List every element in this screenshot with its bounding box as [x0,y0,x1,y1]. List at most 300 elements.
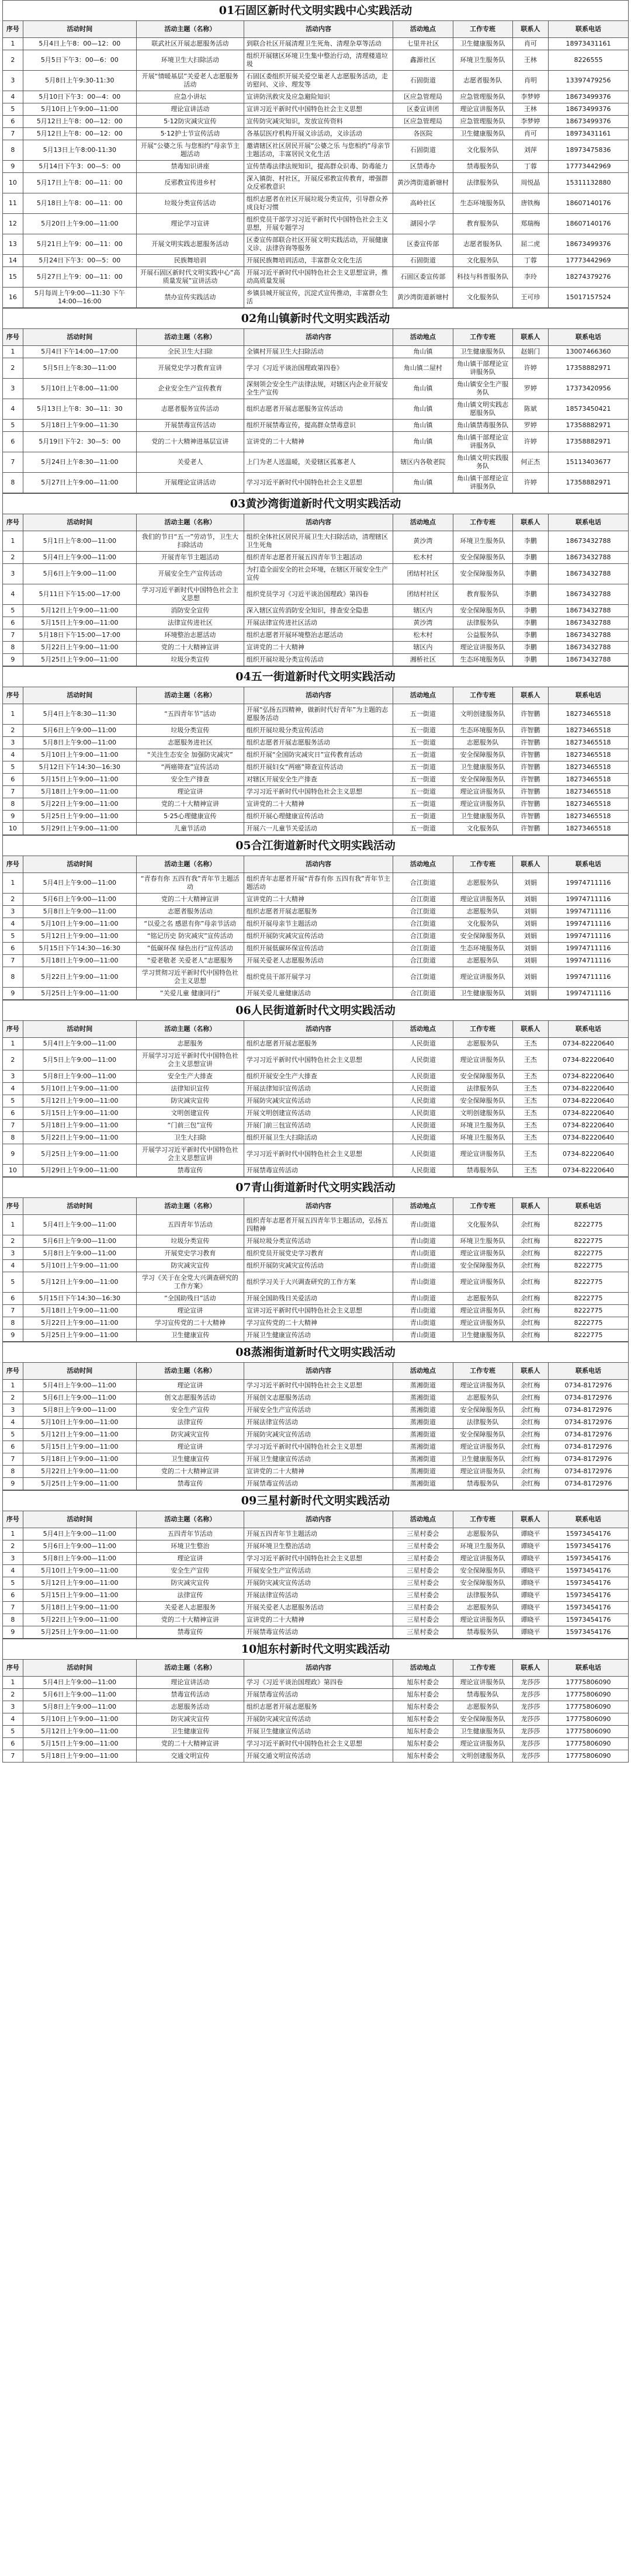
contact-person: 刘娟 [512,918,548,930]
activity-location: 青山街道 [393,1260,453,1272]
column-header: 活动内容 [244,1021,393,1038]
activity-time: 5月4日上午9:00—11:00 [23,873,136,894]
row-number: 7 [3,955,23,967]
activity-table [2,328,629,493]
row-number: 7 [3,1602,23,1614]
activity-section [2,1000,629,1177]
activity-location: 石固街道 [393,71,453,91]
activity-location: 蒸湘街道 [393,1392,453,1404]
table-row [3,234,629,255]
contact-person: 谭晓平 [512,1553,548,1565]
activity-time: 5月8日上午9:00—11:00 [23,1553,136,1565]
contact-person: 李鹏 [512,605,548,617]
activity-time: 5月19日下午2：30—5：00 [23,432,136,452]
row-number: 8 [3,1132,23,1144]
activity-time: 5月12日上午8：00—12：00 [23,116,136,128]
activity-location: 青山街道 [393,1293,453,1305]
contact-person: 余红梅 [512,1392,548,1404]
contact-person: 罗婷 [512,379,548,399]
activity-time: 5月8日上午9:00—11:00 [23,1248,136,1260]
row-number: 6 [3,617,23,629]
work-team: 志愿者服务队 [453,234,512,255]
column-header: 工作专班 [453,1511,512,1528]
column-header: 序号 [3,1660,23,1677]
row-number: 4 [3,749,23,761]
activity-table [2,687,629,835]
activity-theme: 法律知识宣传 [136,1083,244,1095]
work-team: 卫生健康服务队 [453,128,512,140]
activity-theme: 法律宣传 [136,1417,244,1429]
contact-phone: 19974711116 [549,943,629,955]
contact-phone: 18673499376 [549,234,629,255]
row-number: 1 [3,346,23,358]
activity-theme: 防灾减灾宣传 [136,1577,244,1590]
table-row [3,823,629,835]
activity-location: 区禁毒办 [393,161,453,173]
activity-location: 蒸湘街道 [393,1466,453,1478]
contact-phone: 17358882971 [549,432,629,452]
column-header: 活动主题（名称） [136,1363,244,1380]
table-row [3,1038,629,1050]
contact-phone: 17773442969 [549,255,629,267]
activity-content: 组织开展垃圾分类宣传活动 [244,725,393,737]
table-header-row [3,687,629,704]
table-header-row [3,21,629,38]
activity-content: 为打造全面安全的社会环境，在辖区开展安全生产宣传 [244,564,393,584]
work-team: 卫生健康服务队 [453,38,512,50]
activity-time: 5月18日上午9:00—11:00 [23,1602,136,1614]
activity-time: 5月18日上午8：00—11：00 [23,193,136,214]
table-row [3,346,629,358]
activity-theme: “爱老敬老 关爱老人”志愿服务 [136,955,244,967]
activity-time: 5月12日上午8：00—12：00 [23,128,136,140]
contact-person: 李鹏 [512,584,548,605]
activity-theme: 志愿者服务活动 [136,906,244,918]
column-header: 联系人 [512,856,548,873]
work-team: 理论宣讲服务队 [453,1614,512,1626]
contact-person: 刘娟 [512,967,548,988]
activity-location: 角山镇 [393,399,453,420]
activity-theme: 党的二十大精神宣讲 [136,1466,244,1478]
work-team: 理论宣讲服务队 [453,1553,512,1565]
table-row [3,1392,629,1404]
contact-person: 肖明 [512,71,548,91]
activity-theme: 开展理论宣讲活动 [136,473,244,493]
table-row [3,173,629,193]
table-row [3,116,629,128]
activity-theme: 开展党史学习教育 [136,1248,244,1260]
activity-content: 学习习近平新时代中国特色社会主义思想 [244,1553,393,1565]
table-row [3,552,629,564]
table-row [3,967,629,988]
contact-person: 谭晓平 [512,1528,548,1540]
work-team: 志愿服务队 [453,873,512,894]
activity-content: 开展文明创建宣传活动 [244,1107,393,1120]
activity-location: 五一街道 [393,823,453,835]
activity-time: 5月5日上午9:00—11:00 [23,1050,136,1071]
table-row [3,1248,629,1260]
row-number: 2 [3,1689,23,1701]
table-row [3,420,629,432]
contact-person: 刘娟 [512,906,548,918]
contact-phone: 18973431161 [549,128,629,140]
table-row [3,704,629,725]
activity-theme: 开展青年节主题活动 [136,552,244,564]
column-header: 序号 [3,1021,23,1038]
row-number: 8 [3,140,23,161]
activity-content: 组织开展“全国防灾减灾日”宣传教育活动 [244,749,393,761]
activity-theme: 理论宣讲 [136,1553,244,1565]
activity-location: 青山街道 [393,1317,453,1329]
work-team: 安全保障服务队 [453,605,512,617]
column-header: 活动时间 [23,1511,136,1528]
activity-time: 5月15日上午9:00—11:00 [23,617,136,629]
activity-theme: 防灾减灾宣传 [136,1260,244,1272]
activity-content: 组织青年志愿者开展“青春有你 五四有我”青年节主题活动 [244,873,393,894]
contact-phone: 18273465518 [549,786,629,798]
activity-theme: 安全生产大排查 [136,1071,244,1083]
activity-content: 宣讲党的二十大精神 [244,1614,393,1626]
activity-location: 三星村委会 [393,1577,453,1590]
activity-time: 5月18日上午9:00—11:00 [23,955,136,967]
activity-time: 5月6日上午9:00—11:00 [23,1235,136,1248]
activity-theme: 开展石固区新时代文明实践中心“高质量发展”宣讲活动 [136,267,244,288]
table-row [3,1132,629,1144]
column-header: 联系人 [512,1198,548,1215]
table-row [3,1165,629,1177]
activity-time: 5月25日上午9:00—11:00 [23,1329,136,1342]
row-number: 8 [3,1317,23,1329]
section-title: 04五一街道新时代文明实践活动 [2,666,629,687]
activity-theme: 党的二十大精神宣讲 [136,1738,244,1750]
contact-phone: 15973454176 [549,1577,629,1590]
column-header: 活动主题（名称） [136,856,244,873]
activity-theme: 五四青年节活动 [136,1215,244,1235]
work-team: 角山镇禁毒服务队 [453,420,512,432]
work-team: 理论宣讲服务队 [453,1466,512,1478]
contact-person: 肖可 [512,38,548,50]
contact-phone: 8226555 [549,50,629,71]
contact-person: 王杰 [512,1038,548,1050]
activity-content: 学习宣传党的二十大精神 [244,1317,393,1329]
table-row [3,1429,629,1441]
contact-phone: 15973454176 [549,1614,629,1626]
table-row [3,761,629,774]
activity-content: 组织党员干部开展学习 [244,967,393,988]
contact-phone: 18673432788 [549,642,629,654]
row-number: 10 [3,1165,23,1177]
column-header: 联系人 [512,329,548,346]
activity-theme: 法律宣传进社区 [136,617,244,629]
activity-theme: 环境卫生大扫除活动 [136,50,244,71]
activity-time: 5月10日上午9:00—11:00 [23,103,136,116]
column-header: 联系电话 [549,329,629,346]
activity-content: 开展交通文明宣传活动 [244,1750,393,1763]
contact-phone: 0734-8172976 [549,1392,629,1404]
activity-location: 合江街道 [393,930,453,943]
activity-time: 5月22日上午9:00—11:00 [23,1317,136,1329]
table-row [3,71,629,91]
table-row [3,1095,629,1107]
activity-location: 五一街道 [393,761,453,774]
row-number: 2 [3,552,23,564]
activity-location: 区应急管理局 [393,116,453,128]
activity-content: 组织志愿者开展志愿服务 [244,1038,393,1050]
activity-theme: 儿童节活动 [136,823,244,835]
table-row [3,1050,629,1071]
table-row [3,1293,629,1305]
row-number: 14 [3,255,23,267]
work-team: 文明创建服务队 [453,1107,512,1120]
activity-theme: 五四青年节活动 [136,1528,244,1540]
activity-theme: 5·12护士节宣传活动 [136,128,244,140]
activity-content: 开展禁毒宣传活动 [244,1689,393,1701]
activity-content: 宣讲党的二十大精神 [244,1466,393,1478]
contact-person: 许婷 [512,432,548,452]
activity-time: 5月14日下午3：00—5：00 [23,161,136,173]
contact-person: 余红梅 [512,1417,548,1429]
contact-person: 李鹏 [512,654,548,666]
activity-time: 5月5日下午3：00—6：00 [23,50,136,71]
activity-content: 开展卫生健康宣传活动 [244,1329,393,1342]
activity-location: 黄沙湾街道新塘村 [393,173,453,193]
work-team: 角山镇干部理论宣讲服务队 [453,473,512,493]
column-header: 活动时间 [23,687,136,704]
work-team: 志愿服务队 [453,1701,512,1713]
activity-location: 七里井社区 [393,38,453,50]
activity-location: 各医院 [393,128,453,140]
work-team: 公益服务队 [453,629,512,642]
activity-location: 石固街道 [393,140,453,161]
section-title: 06人民街道新时代文明实践活动 [2,1000,629,1020]
activity-content: 开展创文志愿服务活动 [244,1392,393,1404]
activity-time: 5月25日上午9:00—11:00 [23,654,136,666]
activity-location: 人民街道 [393,1050,453,1071]
column-header: 工作专班 [453,687,512,704]
activity-location: 合江街道 [393,918,453,930]
contact-phone: 17775806090 [549,1689,629,1701]
contact-phone: 0734-8172976 [549,1429,629,1441]
row-number: 1 [3,1380,23,1392]
activity-content: 开展防灾减灾宣传活动 [244,1095,393,1107]
contact-person: 王杰 [512,1132,548,1144]
row-number: 2 [3,1540,23,1553]
work-team: 卫生健康服务队 [453,761,512,774]
column-header: 序号 [3,687,23,704]
row-number: 1 [3,531,23,552]
activity-time: 5月6日上午9:00—11:00 [23,1392,136,1404]
section-title: 08蒸湘街道新时代文明实践活动 [2,1342,629,1362]
activity-content: 学习习近平新时代中国特色社会主义思想 [244,786,393,798]
row-number: 7 [3,629,23,642]
activity-location: 辖区内 [393,642,453,654]
activity-location: 五一街道 [393,725,453,737]
activity-time: 5月13日上午8：30—11：30 [23,399,136,420]
row-number: 5 [3,1726,23,1738]
work-team: 角山镇文明实践服务队 [453,452,512,473]
table-row [3,1701,629,1713]
work-team: 生态环境服务队 [453,943,512,955]
activity-time: 5月15日上午9:00—11:00 [23,1590,136,1602]
activity-theme: 卫生健康宣传 [136,1453,244,1466]
contact-phone: 18273465518 [549,823,629,835]
activity-section [2,1342,629,1490]
row-number: 7 [3,128,23,140]
contact-phone: 17775806090 [549,1726,629,1738]
activity-location: 松木村 [393,629,453,642]
work-team: 生态环境服务队 [453,654,512,666]
contact-phone: 18273465518 [549,761,629,774]
activity-location: 旭东村委会 [393,1726,453,1738]
activity-time: 5月18日上午9:00—11:00 [23,1453,136,1466]
table-row [3,1750,629,1763]
activity-content: 学习习近平新时代中国特色社会主义思想 [244,1380,393,1392]
row-number: 8 [3,642,23,654]
contact-person: 余红梅 [512,1329,548,1342]
column-header: 联系电话 [549,1363,629,1380]
contact-phone: 15311132880 [549,173,629,193]
activity-theme: “关注生态安全 加强防灾减灾” [136,749,244,761]
activity-table [2,1511,629,1639]
contact-phone: 17775806090 [549,1738,629,1750]
contact-phone: 0734-82220640 [549,1050,629,1071]
table-row [3,629,629,642]
contact-person: 李梦婷 [512,91,548,103]
activity-content: 开展习近平新时代中国特色社会主义思想宣讲，推动高质量发展 [244,267,393,288]
activity-location: 鑫源社区 [393,50,453,71]
column-header: 活动内容 [244,1660,393,1677]
column-header: 联系人 [512,1021,548,1038]
work-team: 角山镇安全生产服务队 [453,379,512,399]
activity-content: 区委宣传部联合社区开展文明实践活动，开展健康义诊、法律咨询等服务 [244,234,393,255]
work-team: 理论宣讲服务队 [453,967,512,988]
activity-content: 开展法律知识宣传活动 [244,1083,393,1095]
activity-time: 5月15日上午9:00—11:00 [23,774,136,786]
row-number: 1 [3,1038,23,1050]
contact-person: 肖可 [512,128,548,140]
table-row [3,1404,629,1417]
row-number: 7 [3,1453,23,1466]
table-row [3,988,629,1000]
column-header: 联系电话 [549,1021,629,1038]
activity-location: 蒸湘街道 [393,1404,453,1417]
contact-phone: 0734-82220640 [549,1038,629,1050]
contact-person: 余红梅 [512,1317,548,1329]
activity-time: 5月15日上午9:00—11:00 [23,1441,136,1453]
activity-theme: 垃圾分类宣传 [136,654,244,666]
column-header: 活动内容 [244,687,393,704]
activity-time: 5月15日下午14:30—16:30 [23,943,136,955]
contact-person: 郑瑞梅 [512,214,548,234]
row-number: 9 [3,1329,23,1342]
row-number: 8 [3,1614,23,1626]
column-header: 联系电话 [549,1511,629,1528]
contact-person: 龙莎莎 [512,1738,548,1750]
contact-person: 许智鹏 [512,774,548,786]
contact-person: 刘娟 [512,894,548,906]
contact-person: 谭晓平 [512,1626,548,1639]
activity-time: 5月12日上午9:00—11:00 [23,930,136,943]
activity-theme: 理论宣讲 [136,1305,244,1317]
table-row [3,955,629,967]
activity-content: 学习《习近平谈治国理政》第四卷 [244,1677,393,1689]
activity-time: 5月21日上午9：00—11：00 [23,234,136,255]
contact-phone: 17775806090 [549,1750,629,1763]
section-title: 02角山镇新时代文明实践活动 [2,308,629,328]
table-row [3,1713,629,1726]
activity-time: 5月27日上午9：00—11：00 [23,267,136,288]
activity-time: 5月12日上午9:00—11:00 [23,1577,136,1590]
activity-location: 青山街道 [393,1248,453,1260]
contact-phone: 0734-8172976 [549,1453,629,1466]
activity-location: 辖区内各敬老院 [393,452,453,473]
activity-time: 5月1日上午8:00—11:00 [23,531,136,552]
table-row [3,432,629,452]
contact-person: 龙莎莎 [512,1701,548,1713]
contact-phone: 0734-8172976 [549,1478,629,1490]
contact-phone: 17775806090 [549,1701,629,1713]
contact-phone: 15973454176 [549,1602,629,1614]
activity-time: 5月27日上午9:00—11:00 [23,473,136,493]
activity-time: 5月24日下午3：00—5：00 [23,255,136,267]
activity-content: 组织志愿者开展志愿服务 [244,906,393,918]
contact-phone: 8222775 [549,1272,629,1293]
contact-phone: 17358882971 [549,420,629,432]
work-team: 禁毒服务队 [453,1689,512,1701]
activity-content: 开展安全生产宣传活动 [244,1404,393,1417]
work-team: 理论宣讲服务队 [453,1144,512,1165]
table-header-row [3,1198,629,1215]
work-team: 安全保障服务队 [453,749,512,761]
contact-phone: 18607140176 [549,193,629,214]
contact-person: 刘娟 [512,988,548,1000]
row-number: 11 [3,193,23,214]
table-row [3,1689,629,1701]
activity-theme: 理论宣讲活动 [136,1677,244,1689]
row-number: 6 [3,943,23,955]
table-row [3,358,629,379]
column-header: 活动主题（名称） [136,687,244,704]
contact-person: 余红梅 [512,1404,548,1417]
activity-theme: 联武社区开展志愿服务活动 [136,38,244,50]
activity-table [2,1362,629,1490]
row-number: 4 [3,584,23,605]
activity-theme: 禁毒宣传活动 [136,1689,244,1701]
table-row [3,873,629,894]
table-row [3,943,629,955]
contact-phone: 0734-82220640 [549,1071,629,1083]
contact-person: 龙莎莎 [512,1689,548,1701]
contact-phone: 0734-8172976 [549,1466,629,1478]
activity-location: 合江街道 [393,955,453,967]
contact-person: 王杰 [512,1107,548,1120]
activity-location: 区委宣传部 [393,234,453,255]
contact-phone: 18673432788 [549,552,629,564]
row-number: 1 [3,873,23,894]
contact-phone: 18673432788 [549,584,629,605]
work-team: 禁毒服务队 [453,1626,512,1639]
work-team: 志愿服务队 [453,1293,512,1305]
contact-person: 余红梅 [512,1453,548,1466]
activity-content: 深刻领会安全生产法律法规，对辖区内企业开展安全生产宣传 [244,379,393,399]
column-header: 活动地点 [393,687,453,704]
table-row [3,1614,629,1626]
activity-content: 开展卫生健康宣传活动 [244,1453,393,1466]
row-number: 5 [3,1429,23,1441]
contact-person: 谭晓平 [512,1602,548,1614]
table-row [3,1528,629,1540]
activity-time: 5月22日上午9:00—11:00 [23,798,136,811]
